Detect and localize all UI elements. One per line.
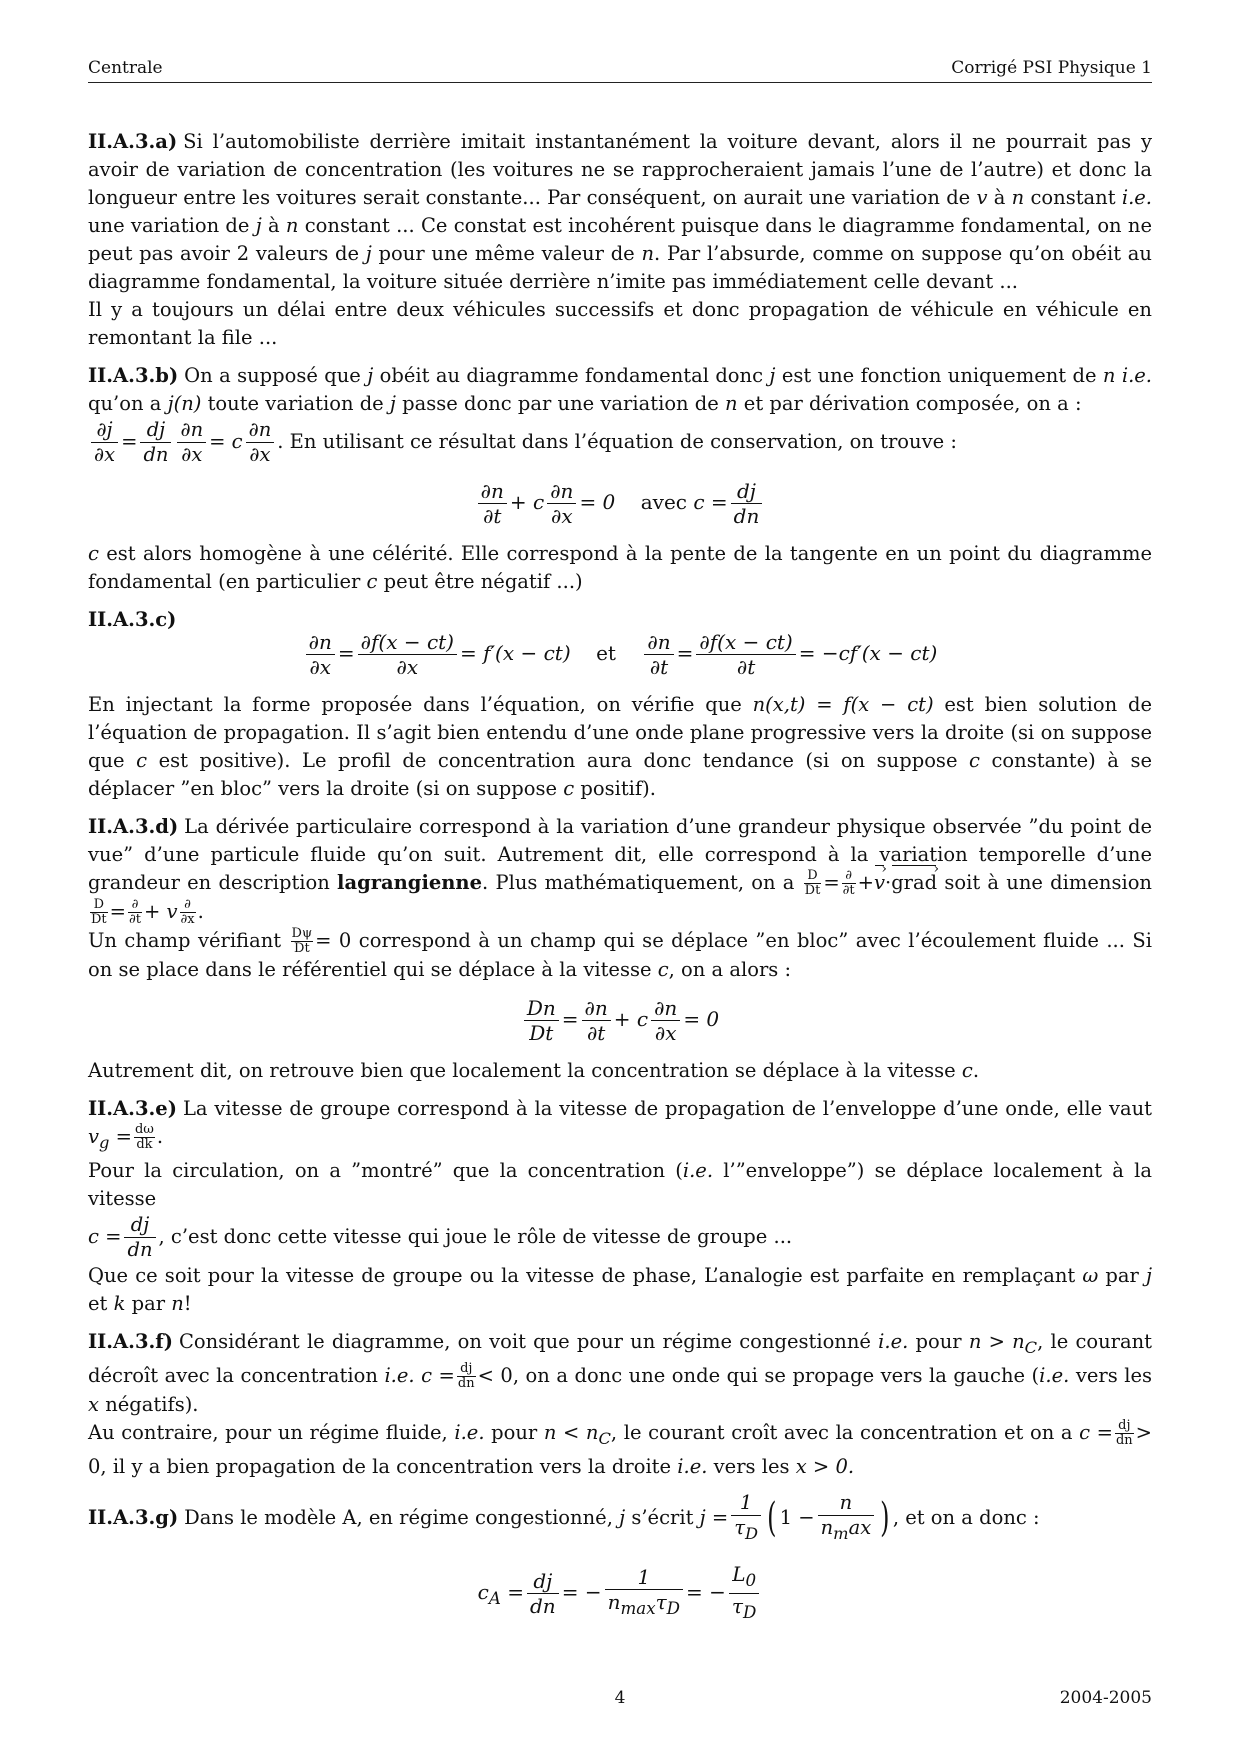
text: constante) à se déplacer ”en bloc” vers la droite (si on suppose: [88, 749, 1153, 800]
math: j: [367, 364, 374, 387]
math: c: [88, 542, 99, 565]
math: c: [969, 749, 980, 772]
text: , le courant décroît avec la concentration: [88, 1329, 1153, 1387]
op: + c: [613, 1007, 649, 1031]
text: est bien solution de l’équation de propagation. Il s’agit bien entendu d’une onde plane progressive vers la droite (si on suppose que: [88, 693, 1152, 772]
math: j: [769, 364, 776, 387]
math: c: [366, 570, 378, 593]
op: .: [972, 1059, 980, 1082]
den: Dt: [294, 941, 310, 956]
num: dj: [731, 479, 763, 504]
op: =: [337, 641, 355, 665]
den: ∂x: [654, 1021, 677, 1045]
text: et par dérivation composée, on a :: [737, 392, 1082, 415]
num: ∂j: [91, 418, 118, 443]
den: ∂t: [129, 912, 141, 927]
den: ∂x: [94, 443, 116, 466]
num-sub: 0: [745, 1570, 757, 1590]
text: peut être négatif ...): [377, 570, 583, 593]
section-label: II.A.3.e): [88, 1097, 177, 1120]
text: , il y a bien propagation de la concentration vers la droite: [100, 1454, 678, 1478]
header-left: Centrale: [88, 58, 163, 78]
den: ∂x: [249, 443, 271, 466]
math: i.e.: [454, 1420, 485, 1444]
op: .: [156, 1125, 164, 1148]
den-sub: D: [666, 1599, 681, 1619]
text: , le courant croît avec la concentration et on a: [610, 1420, 1080, 1444]
op: =: [115, 1125, 132, 1148]
text: l’”enveloppe”) se déplace localement à la vitesse: [88, 1158, 1152, 1210]
text: qu’on a: [88, 392, 168, 415]
den: n: [820, 1515, 834, 1539]
text: Autrement dit, on retrouve bien que localement la concentration se déplace à la vitesse: [88, 1059, 962, 1082]
num: dω: [134, 1122, 154, 1137]
den: ∂t: [842, 883, 855, 898]
text: s’écrit: [625, 1505, 700, 1529]
den: ∂x: [180, 912, 195, 927]
paren-close-icon: ): [880, 1495, 890, 1542]
math: i.e.: [677, 1454, 708, 1478]
text: Que ce soit pour la vitesse de groupe ou la vitesse de phase, L’analogie est parfaite en remplaçant: [88, 1263, 1083, 1287]
page-header: [88, 58, 1152, 83]
math: A: [488, 1588, 501, 1608]
op: =: [121, 430, 138, 453]
text: En injectant la forme proposée dans l’équation, on vérifie que: [88, 693, 753, 716]
math: v ›: [874, 869, 885, 897]
op: =: [561, 1579, 579, 1604]
text: soit à une dimension: [937, 871, 1152, 894]
paren-open-icon: (: [767, 1495, 777, 1542]
text: correspond à un champ qui se déplace ”en bloc” avec l’écoulement fluide ... Si on se place dans le référentiel qui se déplace à la vitesse: [88, 929, 1152, 981]
math: n: [1102, 364, 1116, 387]
den: ∂t: [649, 655, 669, 679]
text: Considérant le diagramme, on voit que pour un régime congestionné: [178, 1329, 879, 1353]
num: dj: [1115, 1419, 1134, 1434]
num: n: [818, 1491, 875, 1516]
math: c: [136, 749, 148, 772]
op: ·: [885, 871, 892, 894]
math: n: [171, 1291, 184, 1315]
text: , et on a donc :: [892, 1505, 1040, 1529]
num: Dn: [524, 996, 559, 1021]
den: Dt: [804, 883, 821, 898]
den: ∂x: [551, 504, 573, 528]
den-suffix: ax: [848, 1515, 872, 1539]
text: , on a donc une onde qui se propage vers la gauche (: [512, 1363, 1040, 1387]
text: et: [596, 641, 616, 665]
den: τ: [731, 1593, 743, 1618]
section-e: [88, 1095, 1152, 1318]
page-number: 4: [614, 1688, 626, 1708]
page-footer: [88, 1688, 1152, 1712]
math: j: [1145, 1263, 1153, 1287]
math: v: [88, 1125, 100, 1148]
num: ∂: [180, 898, 196, 913]
num: Dψ: [291, 926, 313, 941]
op: =: [507, 1579, 524, 1604]
num: ∂f(x − ct): [358, 630, 457, 655]
op: = c: [209, 430, 243, 453]
op: 1 −: [779, 1505, 815, 1529]
math: i.e.: [1121, 186, 1153, 209]
text: avec: [640, 490, 687, 514]
den-sub: m: [833, 1523, 849, 1543]
math: x > 0.: [795, 1454, 855, 1478]
inline-equation: [88, 418, 277, 466]
den: Dt: [91, 912, 107, 927]
text: et: [88, 1291, 114, 1315]
text: est une fonction uniquement de: [775, 364, 1103, 387]
section-b: [88, 362, 1152, 596]
text: La vitesse de groupe correspond à la vitesse de propagation de l’enveloppe d’une onde, elle vaut: [182, 1097, 1152, 1120]
equation-derivatives: [88, 630, 1152, 679]
text: . Plus mathématiquement, on a: [482, 871, 802, 894]
den: τ: [734, 1515, 746, 1539]
math: n > n: [968, 1329, 1025, 1353]
op: +: [857, 871, 874, 894]
num: 1: [605, 1565, 683, 1590]
op: = 0: [315, 929, 352, 952]
den: dn: [1115, 1432, 1133, 1448]
den: n: [607, 1590, 621, 1615]
math: n < n: [543, 1420, 599, 1444]
den: dn: [457, 1375, 475, 1391]
text: une variation de: [88, 214, 256, 237]
document-body: [88, 128, 1152, 1637]
math: n: [641, 242, 655, 265]
num: dj: [140, 418, 171, 443]
section-label: II.A.3.b): [88, 364, 179, 387]
op: < 0: [477, 1363, 513, 1387]
den: ∂x: [396, 655, 419, 679]
text: pour une même valeur de: [371, 242, 642, 265]
text: Un champ vérifiant: [88, 929, 289, 952]
math: c: [477, 1579, 489, 1604]
text: passe donc par une variation de: [395, 392, 726, 415]
num: ∂n: [644, 630, 673, 655]
den: dk: [136, 1137, 153, 1152]
op: + c: [509, 490, 545, 514]
text: Pour la circulation, on a ”montré” que la concentration (: [88, 1158, 683, 1182]
text: !: [183, 1291, 192, 1315]
math: x: [88, 1392, 99, 1416]
math: g: [99, 1132, 110, 1152]
text: positif).: [574, 777, 656, 800]
num: L: [732, 1561, 746, 1586]
num: D: [90, 898, 108, 913]
num: dj: [124, 1213, 155, 1238]
num: ∂n: [177, 418, 206, 443]
num: ∂: [842, 869, 856, 884]
den-sub: max: [620, 1599, 656, 1619]
math: c: [657, 958, 669, 981]
den: dn: [733, 504, 760, 528]
text: vers les: [1069, 1363, 1153, 1387]
section-label: II.A.3.a): [88, 130, 178, 153]
math: k: [113, 1291, 126, 1315]
den-sub: D: [743, 1602, 757, 1622]
op: = 0: [683, 1007, 720, 1031]
section-d: [88, 813, 1152, 1085]
text: Dans le modèle A, en régime congestionné,: [184, 1505, 620, 1529]
math: c: [961, 1059, 973, 1082]
op: =: [823, 871, 840, 894]
math: n: [285, 214, 299, 237]
math: c: [563, 777, 575, 800]
text: La dérivée particulaire correspond à la variation d’une grandeur physique observée ”du point de vue” d’une particule fluide qu’on suit. Autrement dit, elle correspond à la variation temporelle d’une grandeur en description: [88, 815, 1152, 894]
text: . Par l’absurde, comme on suppose qu’on obéit au diagramme fondamental, la voiture située derrière n’imite pas immédiatement celle devant ...: [88, 242, 1152, 293]
den: Dt: [529, 1021, 554, 1045]
num: D: [804, 869, 822, 884]
op: = −cf′(x − ct): [798, 641, 938, 665]
section-f: [88, 1328, 1152, 1481]
text: Si l’automobiliste derrière imitait instantanément la voiture devant, alors il ne pourrait pas y avoir de variation de concentration (les voitures ne se rapprocheraient jamais l’une de l’autre) et donc la longueur entre les voitures serait constante... Par conséquent, on aurait une variation de: [88, 130, 1152, 209]
den: dn: [530, 1593, 556, 1618]
text: Il y a toujours un délai entre deux véhicules successifs et donc propagation de véhicule en véhicule en remontant la file ...: [88, 298, 1152, 349]
text: , c’est donc cette vitesse qui joue le rôle de vitesse de groupe ...: [158, 1224, 793, 1248]
math: v: [976, 186, 988, 209]
header-right: Corrigé PSI Physique 1: [951, 58, 1152, 78]
math: n: [725, 392, 738, 415]
math: i.e.: [1039, 1363, 1070, 1387]
math: c =: [1079, 1420, 1113, 1444]
math: grad ›: [891, 869, 937, 897]
section-label: II.A.3.d): [88, 815, 179, 838]
den: dn: [127, 1237, 153, 1261]
text: pour: [484, 1420, 544, 1444]
num: ∂n: [478, 479, 507, 504]
math: n: [1011, 186, 1025, 209]
math: i.e.: [682, 1158, 714, 1182]
num: 1: [731, 1491, 761, 1516]
section-a: [88, 128, 1152, 352]
text: On a supposé que: [184, 364, 368, 387]
section-label: II.A.3.c): [88, 608, 177, 631]
section-g: [88, 1491, 1152, 1625]
op: = 0: [579, 490, 616, 514]
op: =: [686, 1579, 703, 1604]
text: à: [987, 186, 1012, 209]
op: −: [709, 1579, 726, 1604]
text: par: [1098, 1263, 1146, 1287]
math: j: [365, 242, 372, 265]
op: =: [561, 1007, 579, 1031]
section-label: II.A.3.g): [88, 1505, 179, 1529]
section-label: II.A.3.f): [88, 1329, 173, 1353]
text: Au contraire, pour un régime fluide,: [88, 1420, 455, 1444]
math: j =: [699, 1505, 729, 1529]
math: n(x,t) = f(x − ct): [752, 693, 934, 716]
den: ∂x: [309, 655, 332, 679]
math: j: [255, 214, 262, 237]
op: =: [676, 641, 694, 665]
text: constant: [1024, 186, 1122, 209]
math: C: [598, 1428, 611, 1448]
num: ∂f(x − ct): [696, 630, 795, 655]
text: à: [261, 214, 286, 237]
op: = f′(x − ct): [459, 641, 571, 665]
text: . En utilisant ce résultat dans l’équation de conservation, on trouve :: [277, 430, 957, 453]
math: j: [619, 1505, 626, 1529]
section-c: [88, 606, 1152, 803]
text: toute variation de: [201, 392, 390, 415]
text: est alors homogène à une célérité. Elle correspond à la pente de la tangente en un point du diagramme fondamental (en particulier: [88, 542, 1152, 593]
op: .: [197, 900, 204, 923]
num: ∂n: [547, 479, 576, 504]
num: ∂n: [582, 996, 611, 1021]
text: par: [125, 1291, 172, 1315]
num: ∂n: [651, 996, 680, 1021]
equation-cA: [88, 1562, 1152, 1625]
den: ∂t: [483, 504, 502, 528]
math: i.e.: [384, 1363, 415, 1387]
equation-particulaire: [88, 996, 1152, 1045]
math: C: [1024, 1337, 1038, 1357]
math: i.e.: [1121, 364, 1153, 387]
math: ω: [1082, 1263, 1099, 1287]
op: > 0: [88, 1420, 1152, 1478]
text: constant ... Ce constat est incohérent puisque dans le diagramme fondamental, on ne peut pas avoir 2 valeurs de: [88, 214, 1152, 265]
math: c =: [421, 1363, 455, 1387]
num: dj: [457, 1362, 476, 1377]
op: =: [109, 900, 126, 923]
math: i.e.: [878, 1329, 909, 1353]
num: dj: [527, 1569, 559, 1594]
den: dn: [143, 443, 169, 466]
math: c =: [88, 1224, 122, 1248]
num: ∂n: [246, 418, 275, 443]
den: τ: [655, 1590, 667, 1615]
text: obéit au diagramme fondamental donc: [373, 364, 770, 387]
math: + v: [143, 900, 178, 923]
bold-term: lagrangienne: [337, 871, 483, 894]
den-sub: D: [745, 1523, 759, 1543]
footer-year: 2004-2005: [1059, 1688, 1152, 1708]
text: vers les: [707, 1454, 796, 1478]
text: pour: [908, 1329, 969, 1353]
math: j(n): [167, 392, 202, 415]
equation-propagation: [88, 479, 1152, 528]
op: c =: [693, 490, 728, 514]
num: ∂n: [306, 630, 335, 655]
op: −: [584, 1579, 602, 1604]
text: est positive). Le profil de concentration aura donc tendance (si on suppose: [147, 749, 970, 772]
text: négatifs).: [99, 1392, 199, 1416]
den: ∂t: [586, 1021, 606, 1045]
text: , on a alors :: [668, 958, 792, 981]
den: ∂t: [736, 655, 756, 679]
math: j: [389, 392, 396, 415]
num: ∂: [128, 898, 142, 913]
den: ∂x: [181, 443, 203, 466]
